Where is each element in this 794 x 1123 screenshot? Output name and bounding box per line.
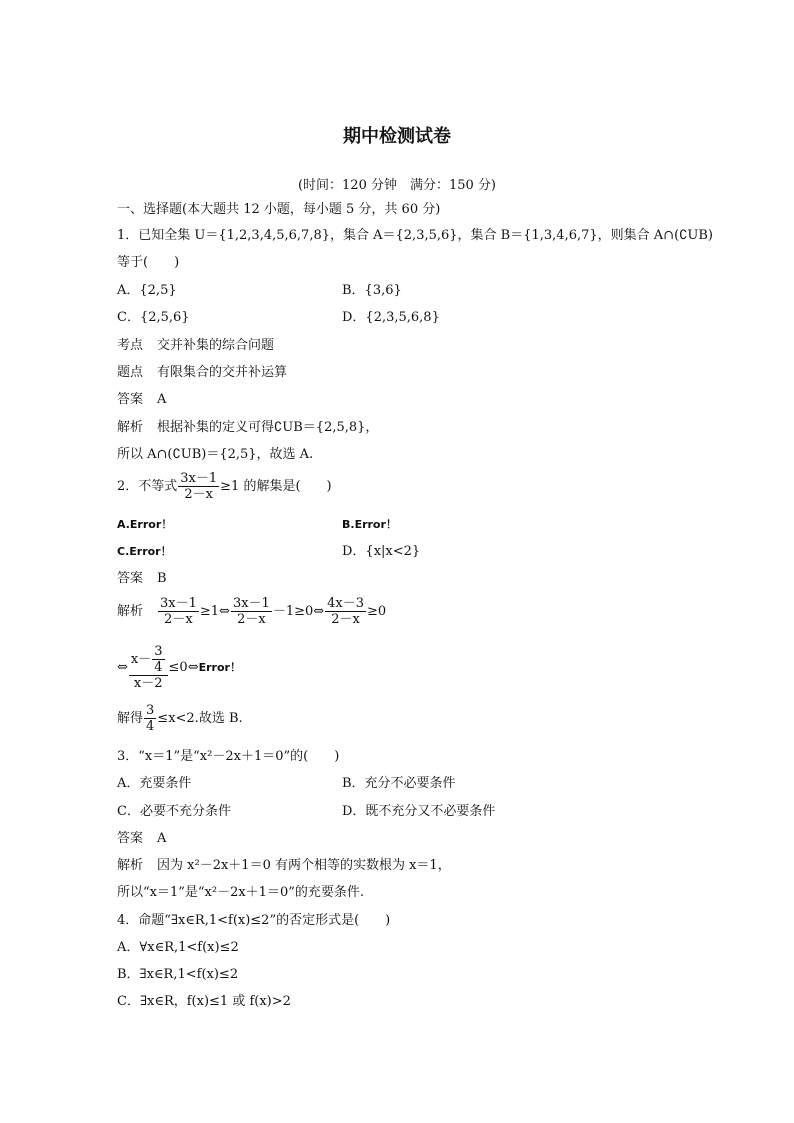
error-text: Error！ — [198, 661, 241, 674]
section-heading: 一、选择题(本大题共 12 小题，每小题 5 分，共 60 分) — [117, 202, 441, 217]
q2-option-a: A.Error！ — [117, 518, 173, 531]
conclusion-prefix: 解得 — [117, 711, 144, 726]
denominator: 2－x — [237, 612, 266, 627]
answer-label: 答案 — [117, 392, 144, 407]
numerator — [129, 644, 168, 676]
q4-option-b: B．∃x∈R,1<f(x)≤2 — [117, 967, 239, 982]
inner-fraction — [152, 644, 164, 675]
q1-answer — [117, 391, 166, 409]
numerator: 4x－3 — [327, 596, 365, 611]
topic-text: 有限集合的交并补运算 — [157, 365, 288, 380]
q4-stem: 4．命题“∃x∈R,1<f(x)≤2”的否定形式是( ) — [117, 913, 391, 928]
q4-option-c: C．∃x∈R，f(x)≤1 或 f(x)>2 — [117, 994, 291, 1009]
q3-stem: 3．“x＝1”是“x²－2x＋1＝0”的( ) — [117, 749, 340, 764]
knowledge-text: 交并补集的综合问题 — [157, 338, 275, 353]
page-title: 期中检测试卷 — [343, 126, 451, 147]
q3-option-a: A．充要条件 — [117, 776, 192, 791]
answer-label: 答案 — [117, 571, 144, 586]
q2-stem-prefix: 2．不等式 — [117, 479, 178, 494]
q4-option-a: A．∀x∈R,1<f(x)≤2 — [117, 940, 239, 955]
q1-stem: 1．已知全集 U＝{1,2,3,4,5,6,7,8}，集合 A＝{2,3,5,6}，集合 B＝{1,3,4,6,7}，则集合 A∩(∁UB) — [117, 228, 713, 243]
conclusion-fraction — [144, 703, 156, 734]
q1-option-c: C．{2,5,6} — [117, 310, 190, 325]
fraction-1 — [158, 596, 199, 627]
q1-topic-point — [117, 364, 287, 382]
numerator: 3x－1 — [160, 596, 197, 611]
analysis-text: 根据补集的定义可得∁UB＝{2,5,8}， — [157, 420, 379, 435]
denominator: x－2 — [133, 676, 163, 691]
q1-knowledge-point — [117, 337, 274, 355]
q2-answer — [117, 570, 167, 588]
answer-value: A — [157, 831, 167, 846]
conclusion-suffix: ≤x<2.故选 B. — [157, 711, 243, 726]
topic-label: 题点 — [117, 365, 144, 380]
denominator: 4 — [146, 719, 155, 734]
inner-denominator: 4 — [154, 660, 163, 675]
q1-stem-cont: 等于( ) — [117, 255, 180, 270]
answer-label: 答案 — [117, 831, 144, 846]
step-4: ≤0⇔ — [168, 660, 199, 675]
q3-option-d: D．既不充分又不必要条件 — [342, 804, 496, 819]
q3-option-b: B．充分不必要条件 — [342, 776, 456, 791]
step-3: ≥0 — [367, 604, 387, 619]
compound-fraction — [129, 644, 168, 691]
numerator: 3x－1 — [232, 596, 270, 611]
step-1: ≥1⇔ — [199, 604, 230, 619]
equiv-prefix: ⇔ — [117, 660, 128, 675]
q2-stem-suffix: ≥1 的解集是( ) — [220, 479, 332, 494]
answer-value: B — [157, 571, 167, 586]
q1-option-b: B．{3,6} — [342, 283, 402, 298]
q2-analysis-line2 — [117, 638, 241, 698]
q2-option-d: D．{x|x<2} — [342, 544, 421, 559]
knowledge-label: 考点 — [117, 338, 144, 353]
q2-option-b: B.Error！ — [342, 518, 397, 531]
answer-value: A — [157, 392, 167, 407]
numerator-text: x－ — [130, 652, 152, 667]
denominator: 2－x — [164, 612, 193, 627]
q3-analysis — [117, 857, 451, 875]
q2-conclusion — [117, 702, 243, 736]
q3-option-c: C．必要不充分条件 — [117, 804, 231, 819]
analysis-label: 解析 — [117, 420, 144, 435]
inner-numerator: 3 — [154, 644, 163, 659]
fraction-3 — [325, 596, 366, 627]
fraction-2 — [231, 596, 272, 627]
q1-analysis — [117, 419, 378, 437]
exam-info: (时间：120 分钟 满分：150 分) — [297, 178, 497, 193]
q2-analysis — [117, 595, 386, 629]
denominator: 2－x — [184, 487, 214, 502]
q2-stem — [117, 470, 332, 504]
q1-option-d: D．{2,3,5,6,8} — [342, 310, 440, 325]
q2-stem-fraction — [178, 471, 219, 502]
q1-analysis-cont: 所以 A∩(∁UB)＝{2,5}，故选 A. — [117, 447, 314, 462]
analysis-label: 解析 — [117, 604, 144, 619]
q3-answer — [117, 830, 166, 848]
numerator: 3 — [146, 703, 155, 718]
q1-option-a: A．{2,5} — [117, 283, 177, 298]
numerator: 3x－1 — [180, 471, 218, 486]
q2-option-c: C.Error！ — [117, 545, 172, 558]
q3-analysis-cont: 所以“x＝1”是“x²－2x＋1＝0”的充要条件. — [117, 885, 365, 900]
analysis-text: 因为 x²－2x＋1＝0 有两个相等的实数根为 x＝1， — [157, 858, 451, 873]
denominator: 2－x — [331, 612, 360, 627]
step-2: －1≥0⇔ — [272, 604, 325, 619]
analysis-label: 解析 — [117, 858, 144, 873]
